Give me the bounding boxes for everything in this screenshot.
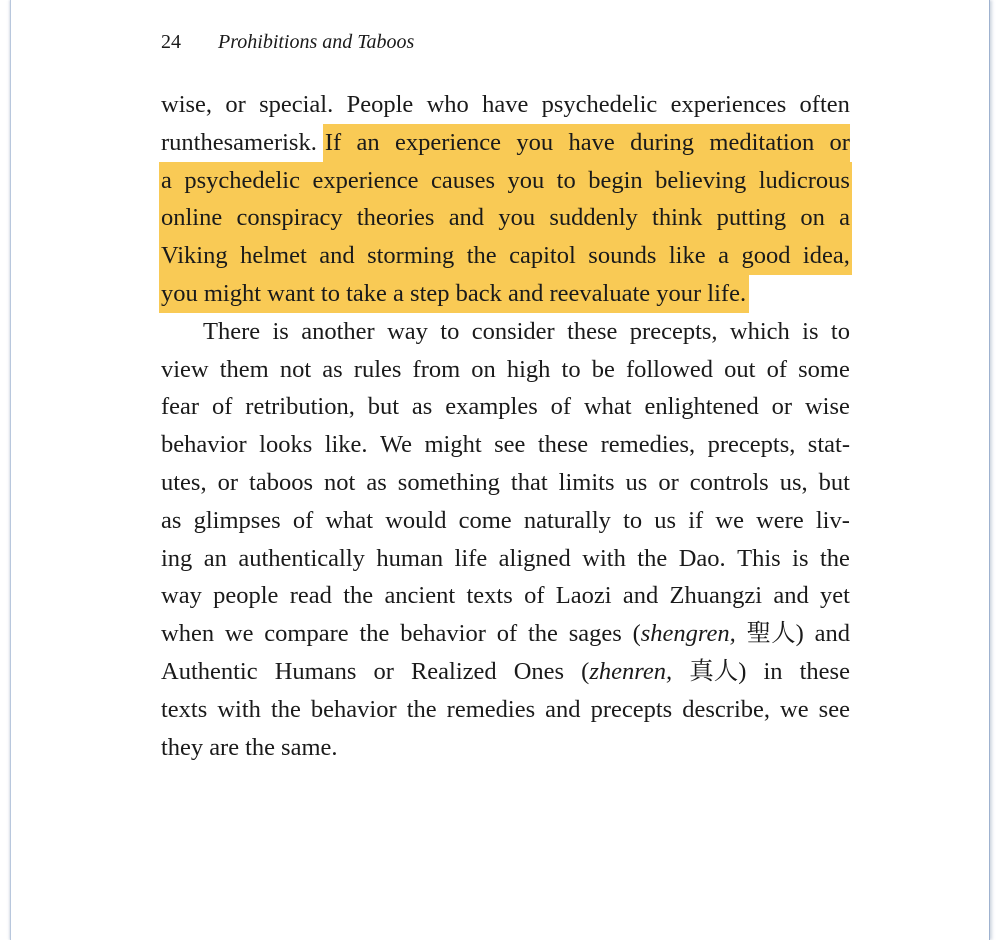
word: helmet bbox=[240, 242, 307, 270]
word: the bbox=[343, 582, 374, 610]
word: another bbox=[301, 317, 375, 345]
word: the bbox=[527, 620, 558, 648]
word: putting bbox=[716, 204, 787, 232]
word: think bbox=[652, 204, 703, 232]
word: the bbox=[819, 544, 850, 572]
word: have bbox=[568, 128, 615, 156]
word: experiences bbox=[670, 91, 787, 118]
word: with bbox=[582, 544, 626, 572]
word: as bbox=[411, 393, 433, 421]
text-line bbox=[161, 653, 850, 691]
word: is bbox=[272, 317, 289, 345]
word: would bbox=[385, 506, 447, 534]
word: of bbox=[550, 393, 572, 421]
word: of bbox=[292, 506, 314, 534]
word: aligned bbox=[498, 544, 571, 572]
word: sounds bbox=[588, 242, 657, 270]
word: texts bbox=[161, 695, 208, 723]
word: they bbox=[161, 733, 204, 761]
word: human bbox=[376, 544, 444, 572]
word: sages bbox=[568, 620, 622, 648]
word: see bbox=[818, 695, 850, 723]
word: in bbox=[763, 657, 783, 685]
word: This bbox=[737, 544, 781, 572]
word: the bbox=[245, 733, 276, 761]
word: compare bbox=[264, 620, 349, 648]
word: which bbox=[729, 317, 790, 345]
word: taboos bbox=[249, 468, 314, 496]
word: to bbox=[561, 355, 581, 383]
word: and bbox=[319, 242, 355, 270]
word: like. bbox=[324, 431, 368, 459]
word: a bbox=[839, 204, 850, 232]
word: Laozi bbox=[555, 582, 612, 610]
word: remedies bbox=[446, 695, 536, 723]
word: not bbox=[279, 355, 312, 383]
word: an bbox=[356, 128, 380, 156]
romanized-term: (zhenren, bbox=[581, 657, 673, 685]
word: behavior bbox=[310, 695, 397, 723]
word: but bbox=[818, 468, 850, 496]
word: ing bbox=[161, 544, 193, 572]
word: fear bbox=[161, 393, 200, 421]
word: idea, bbox=[802, 242, 850, 270]
word: of bbox=[766, 355, 787, 383]
word: as bbox=[322, 355, 343, 383]
word: us bbox=[625, 468, 648, 496]
word: and bbox=[814, 620, 850, 648]
word: some bbox=[798, 355, 850, 383]
text-line bbox=[161, 464, 850, 502]
word: If bbox=[324, 128, 342, 156]
word: liv- bbox=[815, 506, 850, 534]
word: or bbox=[225, 91, 246, 118]
word: risk. bbox=[273, 128, 317, 156]
word: Dao. bbox=[678, 544, 726, 572]
word: you bbox=[498, 204, 536, 232]
word: followed bbox=[625, 355, 714, 383]
word: precepts bbox=[590, 695, 673, 723]
text-line bbox=[161, 351, 850, 389]
word: meditation bbox=[709, 128, 815, 156]
word: Viking bbox=[161, 242, 228, 270]
word: enlightened bbox=[644, 393, 759, 421]
word: and bbox=[448, 204, 485, 232]
chinese-term: 真人) bbox=[689, 657, 747, 685]
word: a bbox=[718, 242, 729, 270]
word: you bbox=[516, 128, 554, 156]
word: who bbox=[426, 91, 469, 118]
word: Humans bbox=[274, 657, 357, 685]
word: or bbox=[217, 468, 239, 496]
word: is bbox=[792, 544, 809, 572]
word: we bbox=[780, 695, 809, 723]
text-line bbox=[161, 615, 850, 653]
highlighted-line[interactable] bbox=[159, 162, 852, 200]
text-line bbox=[161, 540, 850, 578]
word: remedies, bbox=[600, 431, 696, 459]
highlighted-line[interactable] bbox=[159, 237, 852, 275]
word: the bbox=[406, 695, 437, 723]
word: high bbox=[506, 355, 551, 383]
word: the bbox=[637, 544, 668, 572]
word: the bbox=[466, 242, 497, 270]
word: see bbox=[494, 431, 526, 459]
word: not bbox=[324, 468, 356, 496]
word: these bbox=[567, 317, 618, 345]
body-text bbox=[161, 86, 850, 766]
text-line bbox=[161, 86, 850, 124]
word: we bbox=[224, 620, 254, 648]
highlighted-line[interactable] bbox=[159, 199, 852, 237]
word: rules bbox=[353, 355, 402, 383]
word: examples bbox=[445, 393, 538, 421]
word: us bbox=[654, 506, 677, 534]
word: something bbox=[397, 468, 500, 496]
word: to bbox=[440, 317, 460, 345]
text-line bbox=[161, 426, 850, 464]
word: stat- bbox=[807, 431, 850, 459]
word: looks bbox=[259, 431, 313, 459]
word: way bbox=[387, 317, 428, 345]
highlighted-text[interactable] bbox=[323, 124, 850, 162]
word: run bbox=[161, 128, 194, 156]
paragraph-last-line bbox=[161, 729, 850, 767]
word: that bbox=[510, 468, 548, 496]
word: an bbox=[203, 544, 227, 572]
word: believing bbox=[655, 166, 747, 194]
word: consider bbox=[471, 317, 555, 345]
word: Zhuangzi bbox=[669, 582, 763, 610]
word: We bbox=[380, 431, 413, 459]
text-line bbox=[161, 502, 850, 540]
word: same bbox=[223, 128, 274, 156]
word: a bbox=[161, 166, 172, 194]
word: ancient bbox=[384, 582, 456, 610]
word: retribution, bbox=[245, 393, 355, 421]
word: as bbox=[366, 468, 387, 496]
word: when bbox=[161, 620, 215, 648]
word: come bbox=[458, 506, 512, 534]
word: There bbox=[203, 317, 261, 345]
word: on bbox=[471, 355, 496, 383]
word: the bbox=[359, 620, 390, 648]
word: naturally bbox=[523, 506, 611, 534]
word: special. bbox=[259, 91, 334, 118]
word: theories bbox=[356, 204, 435, 232]
word: suddenly bbox=[549, 204, 638, 232]
term-zhenren: zhenren, bbox=[589, 657, 673, 685]
word: experience bbox=[312, 166, 419, 194]
word: of bbox=[496, 620, 518, 648]
word: out bbox=[724, 355, 756, 383]
word: people bbox=[213, 582, 279, 610]
word: behavior bbox=[400, 620, 486, 648]
word: is bbox=[802, 317, 819, 345]
word: of bbox=[211, 393, 233, 421]
word: describe, bbox=[682, 695, 770, 723]
word: life bbox=[454, 544, 488, 572]
word: behavior bbox=[161, 431, 247, 459]
word: causes bbox=[431, 166, 495, 194]
word: limits bbox=[558, 468, 615, 496]
word: yet bbox=[820, 582, 850, 610]
word: storming bbox=[367, 242, 455, 270]
word: view bbox=[161, 355, 209, 383]
word: Authentic bbox=[161, 657, 258, 685]
running-head bbox=[161, 30, 414, 54]
word: precepts, bbox=[629, 317, 718, 345]
text-line bbox=[161, 577, 850, 615]
word: psychedelic bbox=[541, 91, 658, 118]
text-line bbox=[161, 691, 850, 729]
word: ludicrous bbox=[758, 166, 850, 194]
word: texts bbox=[466, 582, 513, 610]
word: the bbox=[270, 695, 301, 723]
word: might bbox=[424, 431, 482, 459]
text-line bbox=[161, 275, 850, 313]
word: as bbox=[161, 506, 182, 534]
word: we bbox=[715, 506, 744, 534]
word: or bbox=[373, 657, 394, 685]
word: or bbox=[658, 468, 679, 496]
word: with bbox=[217, 695, 261, 723]
text-line bbox=[161, 388, 850, 426]
word: wise, bbox=[161, 91, 213, 118]
word: good bbox=[741, 242, 791, 270]
word: you bbox=[507, 166, 545, 194]
word: from bbox=[412, 355, 461, 383]
word: to bbox=[623, 506, 643, 534]
word: to bbox=[830, 317, 850, 345]
word: or bbox=[771, 393, 793, 421]
word: glimpses bbox=[193, 506, 281, 534]
running-title: Prohibitions and Taboos bbox=[218, 31, 415, 53]
word: and bbox=[622, 582, 659, 610]
word: what bbox=[583, 393, 632, 421]
word: wise bbox=[804, 393, 850, 421]
word: read bbox=[289, 582, 332, 610]
word: are bbox=[209, 733, 240, 761]
word: were bbox=[756, 506, 804, 534]
word: psychedelic bbox=[184, 166, 300, 194]
chinese-term: 聖人) bbox=[746, 620, 804, 648]
book-page bbox=[10, 0, 990, 940]
word: conspiracy bbox=[236, 204, 343, 232]
word: begin bbox=[588, 166, 643, 194]
word: Ones bbox=[513, 657, 565, 685]
word: of bbox=[524, 582, 545, 610]
word: People bbox=[346, 91, 414, 118]
word: experience bbox=[394, 128, 502, 156]
word: the bbox=[193, 128, 224, 156]
romanized-term: (shengren, bbox=[632, 620, 736, 648]
word: during bbox=[630, 128, 695, 156]
word: and bbox=[545, 695, 581, 723]
word: to bbox=[556, 166, 576, 194]
word: utes, bbox=[161, 468, 207, 496]
text-line bbox=[161, 124, 850, 162]
word: these bbox=[799, 657, 850, 685]
word: but bbox=[367, 393, 400, 421]
word: us, bbox=[779, 468, 808, 496]
word: these bbox=[537, 431, 589, 459]
word: authentically bbox=[238, 544, 365, 572]
term-shengren: shengren, bbox=[640, 620, 736, 648]
word: online bbox=[161, 204, 223, 232]
word: capitol bbox=[509, 242, 576, 270]
page-number: 24 bbox=[161, 31, 181, 53]
word: on bbox=[800, 204, 825, 232]
word: way bbox=[161, 582, 202, 610]
word: have bbox=[482, 91, 529, 118]
word: what bbox=[325, 506, 374, 534]
word: be bbox=[591, 355, 615, 383]
word: precepts, bbox=[707, 431, 796, 459]
word: controls bbox=[689, 468, 769, 496]
word: them bbox=[219, 355, 269, 383]
word: same. bbox=[281, 733, 338, 761]
highlighted-text[interactable]: you might want to take a step back and reevaluate your life. bbox=[159, 275, 749, 313]
word: like bbox=[668, 242, 706, 270]
word: often bbox=[799, 91, 850, 118]
word: if bbox=[688, 506, 704, 534]
word: and bbox=[773, 582, 809, 610]
word: or bbox=[829, 128, 850, 156]
paragraph-first-line bbox=[161, 313, 850, 351]
word: Realized bbox=[410, 657, 497, 685]
